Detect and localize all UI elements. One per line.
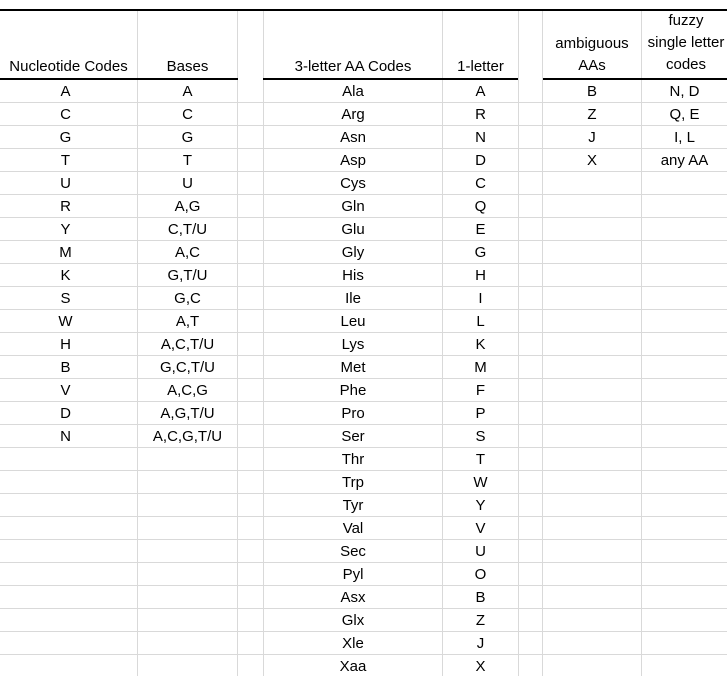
aa-three-letter-cell[interactable]: Gly bbox=[341, 244, 365, 261]
aa-one-letter-cell[interactable]: V bbox=[475, 520, 486, 537]
nucleotide-code-cell[interactable]: C bbox=[60, 106, 71, 123]
header-one-letter[interactable] bbox=[443, 56, 518, 78]
bases-cell[interactable]: C bbox=[182, 106, 193, 123]
aa-three-letter-cell[interactable]: Ile bbox=[345, 290, 361, 307]
nucleotide-code-cell[interactable]: T bbox=[60, 152, 71, 169]
aa-three-letter-cell[interactable]: Xle bbox=[342, 635, 364, 652]
nucleotide-code-cell[interactable]: U bbox=[60, 175, 71, 192]
fuzzy-code-cell[interactable]: Q, E bbox=[669, 106, 700, 123]
aa-one-letter-cell[interactable]: J bbox=[476, 635, 485, 652]
bases-cell[interactable]: U bbox=[182, 175, 193, 192]
nucleotide-code-cell[interactable]: B bbox=[60, 359, 71, 376]
aa-three-letter-cell[interactable]: Arg bbox=[341, 106, 365, 123]
aa-one-letter-cell[interactable]: W bbox=[473, 474, 488, 491]
header-bases-text: Bases bbox=[166, 58, 209, 75]
aa-one-letter-cell[interactable]: I bbox=[478, 290, 483, 307]
header-three-letter-aa-codes[interactable] bbox=[264, 56, 442, 78]
aa-one-letter-cell[interactable]: C bbox=[475, 175, 486, 192]
nucleotide-code-cell[interactable]: G bbox=[59, 129, 72, 146]
bases-cell[interactable]: G,C,T/U bbox=[160, 359, 215, 376]
aa-one-letter-cell[interactable]: L bbox=[476, 313, 485, 330]
header-nucleotide-codes-text: Nucleotide Codes bbox=[9, 58, 128, 75]
column-gridline bbox=[518, 11, 519, 676]
aa-three-letter-cell[interactable]: Ala bbox=[342, 83, 364, 100]
nucleotide-code-cell[interactable]: D bbox=[60, 405, 71, 422]
bases-cell[interactable]: G bbox=[181, 129, 194, 146]
aa-three-letter-cell[interactable]: Asp bbox=[340, 152, 366, 169]
bases-cell[interactable]: G,T/U bbox=[167, 267, 208, 284]
aa-one-letter-cell[interactable]: E bbox=[475, 221, 486, 238]
aa-three-letter-cell[interactable]: His bbox=[342, 267, 364, 284]
header-fuzzy-line-3: codes bbox=[665, 56, 707, 73]
aa-three-letter-cell[interactable]: Asn bbox=[340, 129, 366, 146]
aa-one-letter-cell[interactable]: K bbox=[475, 336, 486, 353]
header-fuzzy-line-1: fuzzy bbox=[668, 12, 704, 29]
aa-one-letter-cell[interactable]: S bbox=[475, 428, 486, 445]
aa-one-letter-cell[interactable]: B bbox=[475, 589, 486, 606]
header-bases[interactable] bbox=[138, 56, 237, 78]
aa-one-letter-cell[interactable]: U bbox=[475, 543, 486, 560]
nucleotide-code-cell[interactable]: R bbox=[60, 198, 71, 215]
aa-three-letter-cell[interactable]: Ser bbox=[341, 428, 365, 445]
header-ambiguous-aas[interactable] bbox=[543, 33, 641, 77]
aa-one-letter-cell[interactable]: D bbox=[475, 152, 486, 169]
aa-three-letter-cell[interactable]: Xaa bbox=[339, 658, 367, 675]
aa-three-letter-cell[interactable]: Tyr bbox=[342, 497, 364, 514]
bases-cell[interactable]: A,T bbox=[175, 313, 200, 330]
aa-one-letter-cell[interactable]: Q bbox=[474, 198, 487, 215]
nucleotide-code-cell[interactable]: A bbox=[60, 83, 71, 100]
nucleotide-code-cell[interactable]: W bbox=[58, 313, 73, 330]
aa-one-letter-cell[interactable]: P bbox=[475, 405, 486, 422]
aa-one-letter-cell[interactable]: G bbox=[474, 244, 487, 261]
bases-cell[interactable]: C,T/U bbox=[167, 221, 208, 238]
fuzzy-code-cell[interactable]: any AA bbox=[660, 152, 709, 169]
aa-one-letter-cell[interactable]: A bbox=[475, 83, 486, 100]
aa-one-letter-cell[interactable]: Y bbox=[475, 497, 486, 514]
ambiguous-aa-cell[interactable]: X bbox=[586, 152, 597, 169]
aa-one-letter-cell[interactable]: F bbox=[475, 382, 486, 399]
aa-three-letter-cell[interactable]: Glx bbox=[341, 612, 365, 629]
header-nucleotide-codes[interactable] bbox=[0, 56, 137, 78]
bases-cell[interactable]: T bbox=[182, 152, 193, 169]
aa-three-letter-cell[interactable]: Pro bbox=[341, 405, 365, 422]
aa-one-letter-cell[interactable]: R bbox=[475, 106, 486, 123]
bases-cell[interactable]: A,C,G,T/U bbox=[152, 428, 223, 445]
aa-three-letter-cell[interactable]: Thr bbox=[341, 451, 365, 468]
header-three-letter-aa-codes-text: 3-letter AA Codes bbox=[294, 58, 412, 75]
bases-cell[interactable]: A,C,G bbox=[167, 382, 208, 399]
table-top-border bbox=[0, 9, 727, 11]
aa-three-letter-cell[interactable]: Val bbox=[342, 520, 364, 537]
nucleotide-code-cell[interactable]: S bbox=[60, 290, 71, 307]
aa-one-letter-cell[interactable]: X bbox=[475, 658, 486, 675]
aa-three-letter-cell[interactable]: Gln bbox=[341, 198, 365, 215]
nucleotide-code-cell[interactable]: Y bbox=[60, 221, 71, 238]
nucleotide-code-cell[interactable]: H bbox=[60, 336, 71, 353]
bases-cell[interactable]: A,C,T/U bbox=[160, 336, 215, 353]
aa-one-letter-cell[interactable]: T bbox=[475, 451, 486, 468]
aa-three-letter-cell[interactable]: Phe bbox=[339, 382, 367, 399]
aa-one-letter-cell[interactable]: O bbox=[474, 566, 487, 583]
ambiguous-aa-cell[interactable]: B bbox=[586, 83, 597, 100]
header-one-letter-text: 1-letter bbox=[457, 58, 504, 75]
bases-cell[interactable]: G,C bbox=[174, 290, 201, 307]
bases-cell[interactable]: A,G bbox=[174, 198, 201, 215]
aa-three-letter-cell[interactable]: Asx bbox=[340, 589, 366, 606]
bases-cell[interactable]: A bbox=[182, 83, 193, 100]
aa-one-letter-cell[interactable]: H bbox=[475, 267, 486, 284]
aa-one-letter-cell[interactable]: M bbox=[474, 359, 487, 376]
bases-cell[interactable]: A,G,T/U bbox=[160, 405, 215, 422]
aa-three-letter-cell[interactable]: Trp bbox=[342, 474, 364, 491]
aa-three-letter-cell[interactable]: Leu bbox=[340, 313, 366, 330]
bases-cell[interactable]: A,C bbox=[174, 244, 200, 261]
ambiguous-aa-cell[interactable]: J bbox=[588, 129, 596, 146]
nucleotide-code-cell[interactable]: V bbox=[60, 382, 71, 399]
ambiguous-aa-cell[interactable]: Z bbox=[587, 106, 597, 123]
aa-three-letter-cell[interactable]: Pyl bbox=[342, 566, 364, 583]
aa-three-letter-cell[interactable]: Sec bbox=[340, 543, 366, 560]
nucleotide-code-cell[interactable]: K bbox=[60, 267, 71, 284]
aa-three-letter-cell[interactable]: Met bbox=[340, 359, 366, 376]
aa-three-letter-cell[interactable]: Cys bbox=[340, 175, 366, 192]
header-ambiguous-line-2: AAs bbox=[578, 57, 606, 74]
header-ambiguous-line-1: ambiguous bbox=[555, 35, 629, 52]
fuzzy-code-cell[interactable]: N, D bbox=[669, 83, 700, 100]
header-fuzzy-line-2: single letter bbox=[647, 34, 725, 51]
fuzzy-code-cell[interactable]: I, L bbox=[674, 129, 695, 146]
column-gridline bbox=[237, 11, 238, 676]
nucleotide-code-cell[interactable]: M bbox=[59, 244, 72, 261]
nucleotide-code-cell[interactable]: N bbox=[60, 428, 71, 445]
aa-three-letter-cell[interactable]: Glu bbox=[341, 221, 365, 238]
aa-three-letter-cell[interactable]: Lys bbox=[341, 336, 365, 353]
aa-one-letter-cell[interactable]: Z bbox=[475, 612, 486, 629]
aa-one-letter-cell[interactable]: N bbox=[475, 129, 486, 146]
header-fuzzy-codes[interactable] bbox=[642, 10, 727, 76]
